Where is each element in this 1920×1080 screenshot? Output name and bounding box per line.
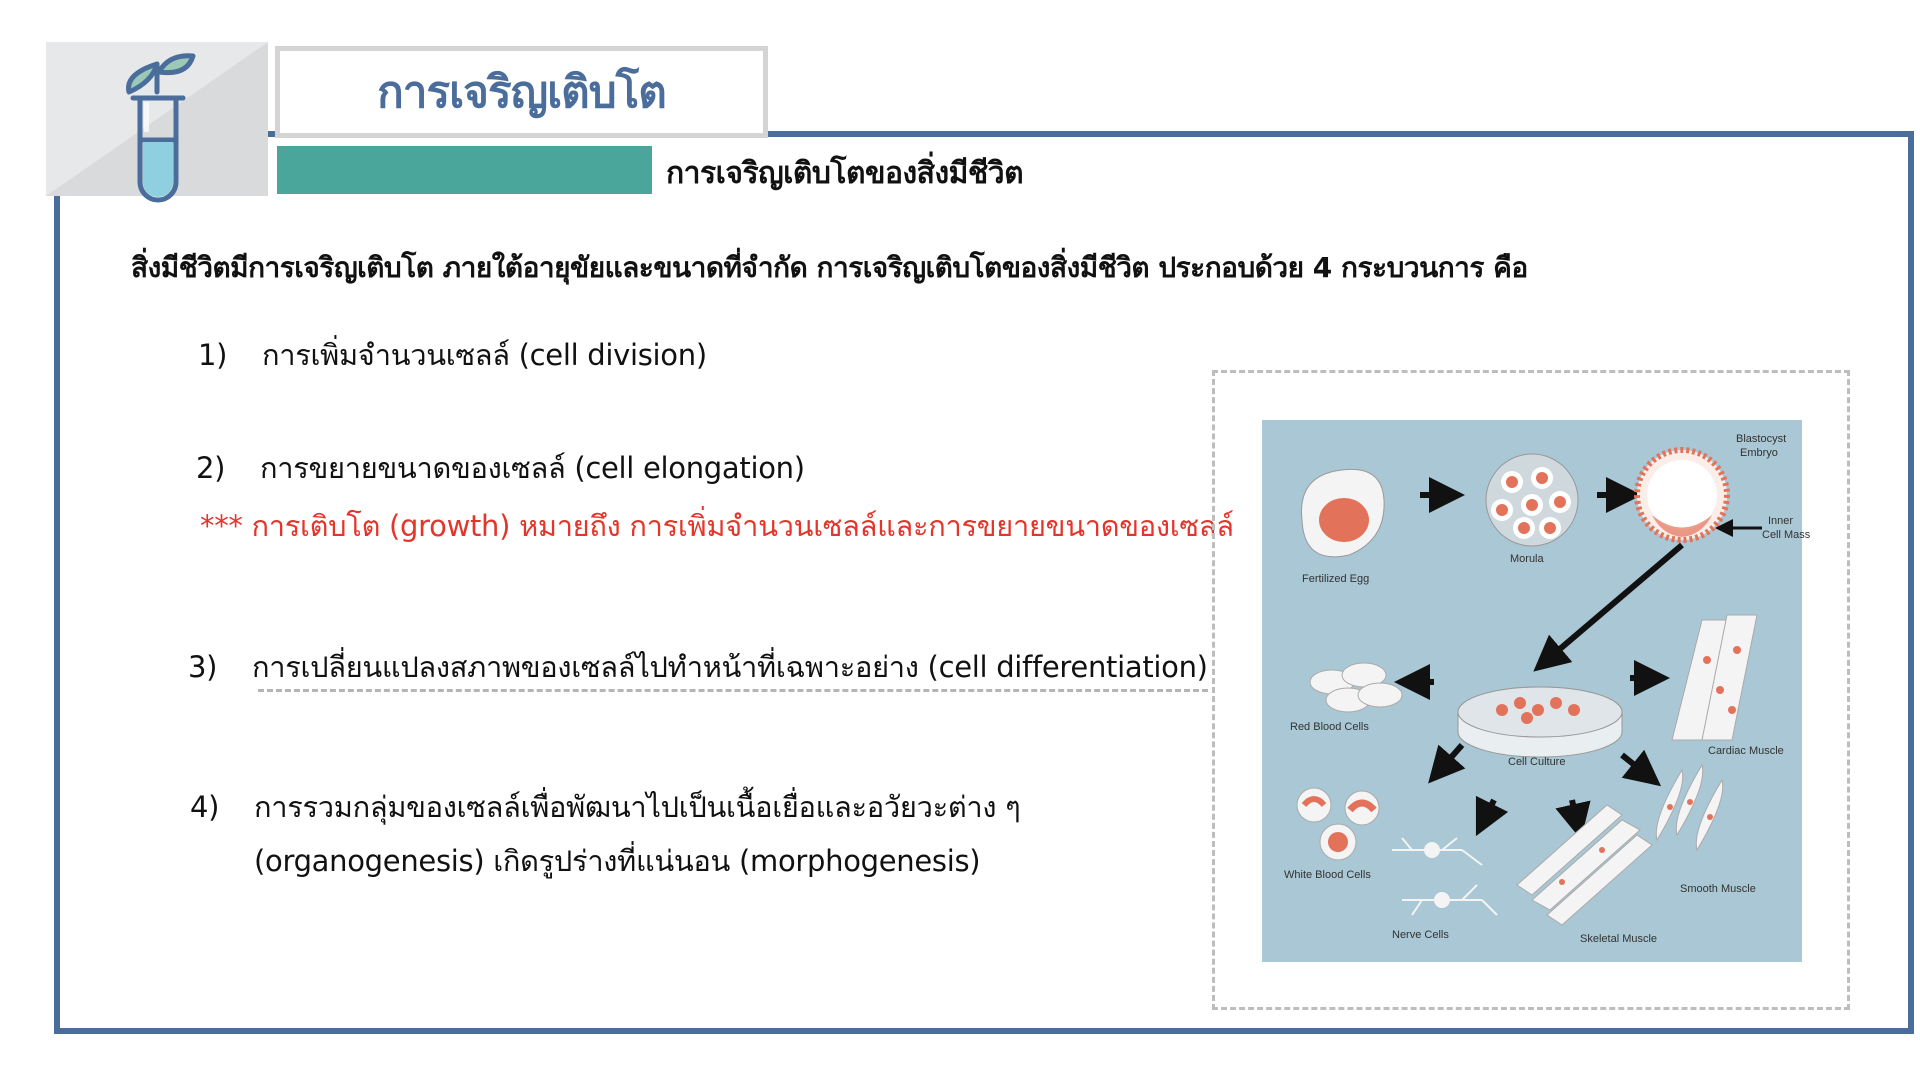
accent-bar [277, 146, 652, 194]
item-text: การเปลี่ยนแปลงสภาพของเซลล์ไปทำหน้าที่เฉพาะอย่าง (cell differentiation) [252, 650, 1208, 684]
item-number: 1) [198, 338, 228, 372]
item-number: 3) [188, 650, 218, 684]
dashed-divider [258, 689, 1208, 692]
item-number: 2) [196, 451, 226, 485]
cell-culture-label: Cell Culture [1508, 756, 1566, 768]
item-text: การขยายขนาดของเซลล์ (cell elongation) [260, 451, 805, 485]
morula-label: Morula [1510, 553, 1544, 565]
red-blood-cells-label: Red Blood Cells [1290, 721, 1369, 733]
item-number: 4) [190, 790, 220, 824]
cell-culture-dish [1458, 687, 1622, 757]
nerve-cells-label: Nerve Cells [1392, 929, 1449, 941]
list-item [196, 445, 805, 491]
item-text: การเพิ่มจำนวนเซลล์ (cell division) [262, 338, 707, 372]
intro-text: สิ่งมีชีวิตมีการเจริญเติบโต ภายใต้อายุขัยและขนาดที่จำกัด การเจริญเติบโตของสิ่งมีชีวิต ประกอบด้วย 4 กระบวนการ คือ [131, 251, 1528, 284]
list-item [190, 784, 1020, 830]
icon-panel [46, 42, 268, 196]
list-item-continuation: (organogenesis) เกิดรูปร่างที่แน่นอน (morphogenesis) [254, 844, 981, 878]
stem-cell-differentiation-figure [1262, 420, 1811, 962]
embryo-label: Embryo [1740, 447, 1778, 459]
fertilized-egg-label: Fertilized Egg [1302, 573, 1370, 585]
smooth-muscle-label: Smooth Muscle [1680, 883, 1756, 895]
test-tube-plant-icon [46, 42, 268, 196]
morula-cell [1486, 454, 1578, 546]
list-item [198, 332, 707, 378]
cell-mass-label: Cell Mass [1762, 529, 1811, 541]
white-blood-cells-label: White Blood Cells [1284, 869, 1371, 881]
skeletal-muscle-label: Skeletal Muscle [1580, 933, 1658, 945]
list-item [188, 644, 1208, 690]
inner-label: Inner [1768, 515, 1794, 527]
section-subtitle: การเจริญเติบโตของสิ่งมีชีวิต [666, 156, 1024, 191]
page-title: การเจริญเติบโต [377, 67, 666, 118]
title-box [275, 46, 768, 138]
item-text: การรวมกลุ่มของเซลล์เพื่อพัฒนาไปเป็นเนื้อเยื่อและอวัยวะต่าง ๆ [254, 790, 1021, 824]
blastocyst-label: Blastocyst [1736, 433, 1787, 445]
cardiac-muscle-label: Cardiac Muscle [1708, 745, 1784, 757]
growth-note: *** การเติบโต (growth) หมายถึง การเพิ่มจำนวนเซลล์และการขยายขนาดของเซลล์ [200, 509, 1234, 543]
blastocyst-cell [1637, 450, 1727, 540]
